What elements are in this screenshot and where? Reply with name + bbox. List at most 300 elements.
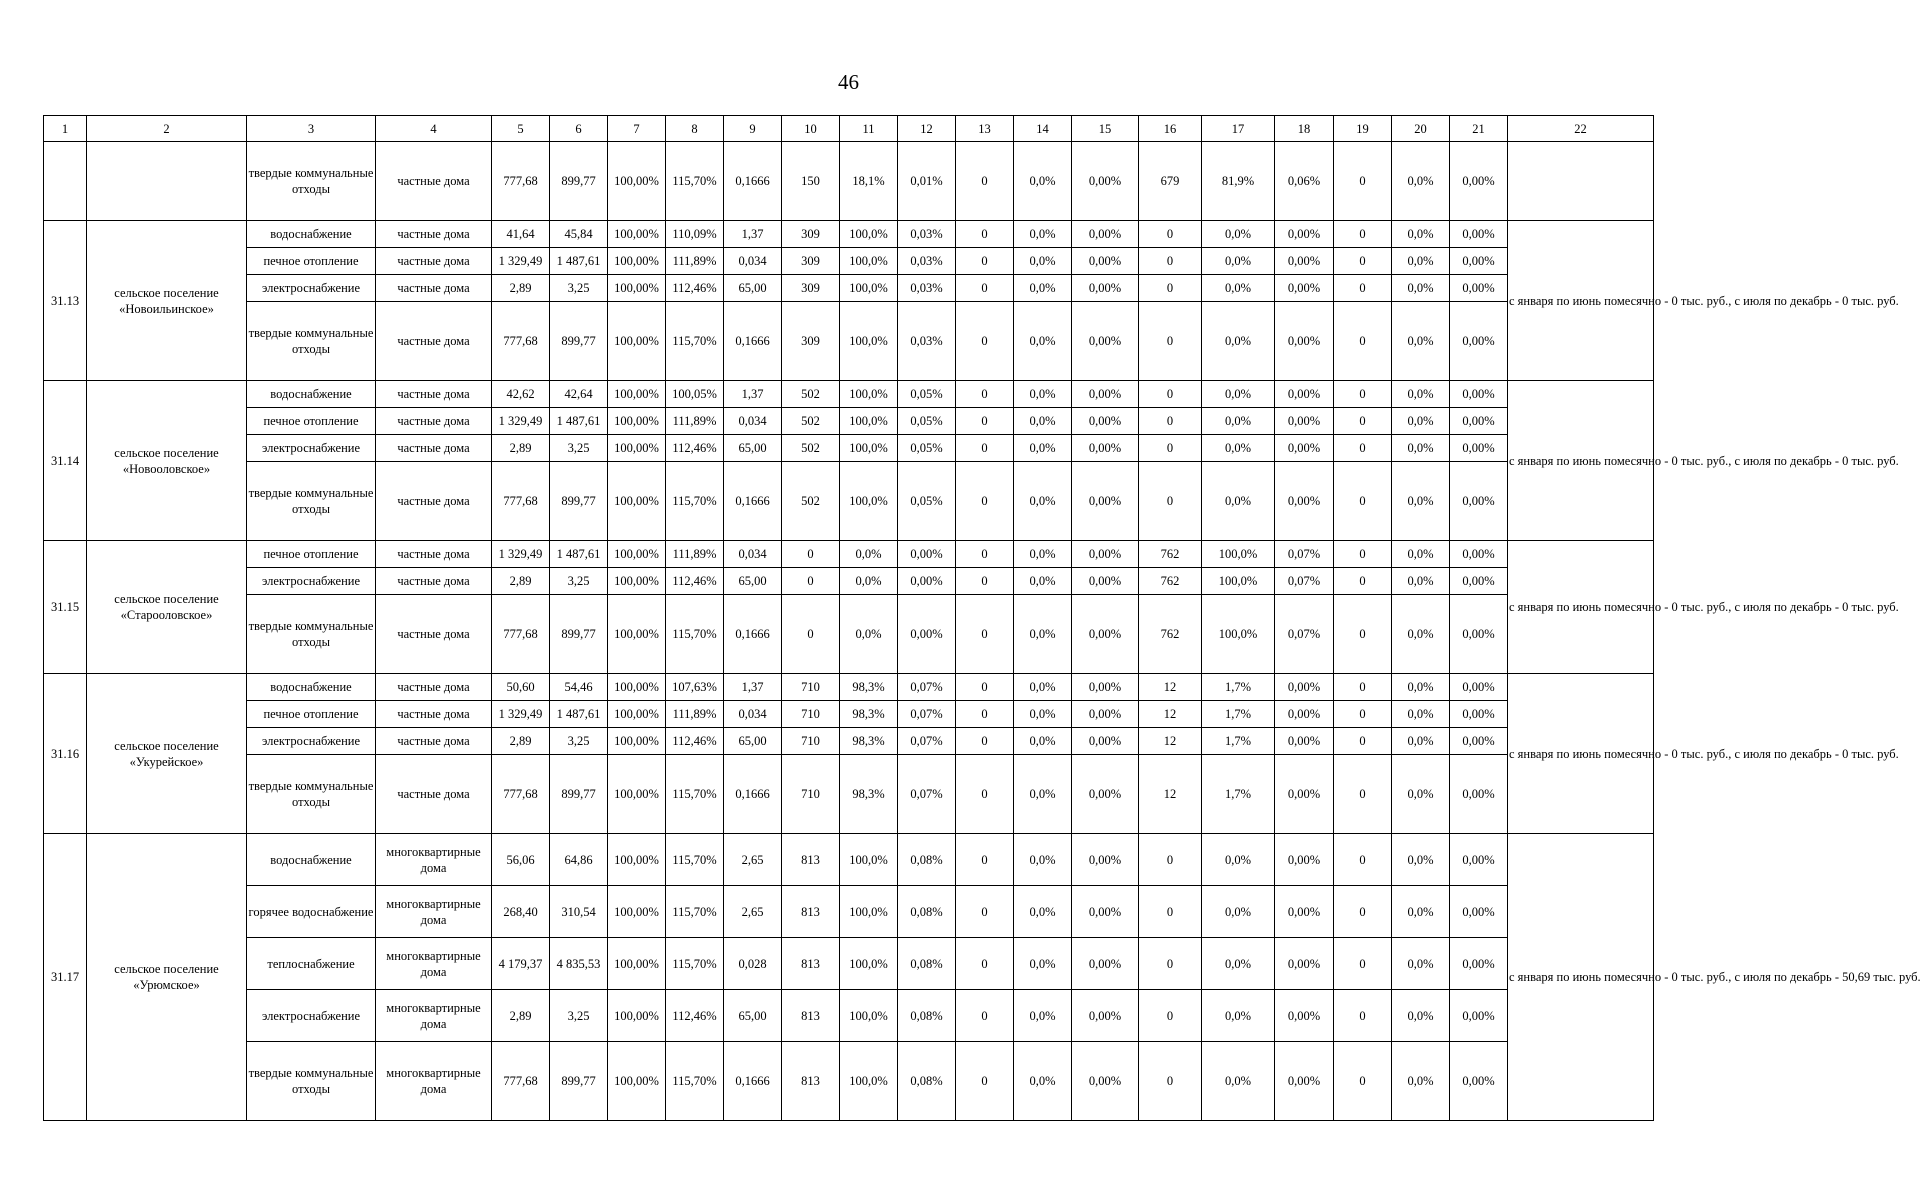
table-cell: 0 — [1334, 462, 1392, 541]
table-cell: 0,07% — [898, 755, 956, 834]
table-cell: 0 — [956, 674, 1014, 701]
table-cell: 0 — [1334, 302, 1392, 381]
table-cell: 12 — [1139, 755, 1202, 834]
table-cell: 813 — [782, 1042, 840, 1121]
table-cell: 0,00% — [898, 568, 956, 595]
table-cell: 0,00% — [1450, 221, 1508, 248]
table-cell: 0,00% — [1450, 886, 1508, 938]
column-header: 9 — [724, 116, 782, 142]
table-cell: 0 — [1139, 1042, 1202, 1121]
table-cell: 0 — [956, 435, 1014, 462]
table-cell: 0 — [1139, 834, 1202, 886]
settlement-cell — [87, 142, 247, 221]
column-header: 2 — [87, 116, 247, 142]
table-cell: 0 — [1139, 275, 1202, 302]
table-cell: 710 — [782, 674, 840, 701]
table-cell: частные дома — [376, 302, 492, 381]
table-cell: 0,00% — [1275, 834, 1334, 886]
table-cell: 0 — [1139, 435, 1202, 462]
table-cell: 0,00% — [1275, 462, 1334, 541]
table-cell: 2,89 — [492, 275, 550, 302]
table-row — [44, 381, 1654, 408]
table-cell: 81,9% — [1202, 142, 1275, 221]
table-cell: 0,034 — [724, 408, 782, 435]
table-cell: 679 — [1139, 142, 1202, 221]
table-cell: 115,70% — [666, 595, 724, 674]
table-cell: 0,05% — [898, 408, 956, 435]
table-cell: 309 — [782, 275, 840, 302]
table-cell: многоквартирные дома — [376, 886, 492, 938]
table-cell: 3,25 — [550, 275, 608, 302]
table-cell: 0,07% — [898, 728, 956, 755]
table-cell: 0,00% — [1450, 1042, 1508, 1121]
table-cell: 3,25 — [550, 728, 608, 755]
table-cell: 100,0% — [840, 462, 898, 541]
table-row — [44, 248, 1654, 275]
table-cell: 0 — [956, 408, 1014, 435]
table-cell: электроснабжение — [247, 435, 376, 462]
table-cell: 899,77 — [550, 302, 608, 381]
table-cell: 813 — [782, 834, 840, 886]
table-cell: 0,00% — [1450, 674, 1508, 701]
table-cell: 100,00% — [608, 462, 666, 541]
table-cell: частные дома — [376, 381, 492, 408]
table-cell: 0,0% — [1014, 755, 1072, 834]
table-cell: твердые коммунальные отходы — [247, 462, 376, 541]
table-cell: 100,00% — [608, 834, 666, 886]
table-row — [44, 674, 1654, 701]
table-cell: 777,68 — [492, 595, 550, 674]
table-cell: 0,0% — [1014, 834, 1072, 886]
table-cell: 0,00% — [1450, 408, 1508, 435]
column-header: 3 — [247, 116, 376, 142]
table-cell: 0,0% — [1202, 990, 1275, 1042]
table-cell: 0 — [1334, 701, 1392, 728]
table-cell: 0,08% — [898, 834, 956, 886]
table-cell: 111,89% — [666, 248, 724, 275]
table-cell: 0,00% — [1275, 221, 1334, 248]
table-cell: 0,00% — [898, 595, 956, 674]
table-cell: 115,70% — [666, 1042, 724, 1121]
table-cell: 98,3% — [840, 701, 898, 728]
column-header: 11 — [840, 116, 898, 142]
table-cell: 0 — [956, 990, 1014, 1042]
table-cell: 0,0% — [1392, 728, 1450, 755]
table-cell: 1,37 — [724, 381, 782, 408]
table-cell: 1 487,61 — [550, 541, 608, 568]
table-cell: частные дома — [376, 701, 492, 728]
table-cell: 112,46% — [666, 568, 724, 595]
table-row — [44, 834, 1654, 886]
table-cell: 710 — [782, 701, 840, 728]
table-cell: 100,05% — [666, 381, 724, 408]
table-cell: 100,00% — [608, 142, 666, 221]
table-cell: 0 — [1334, 834, 1392, 886]
table-cell: 0,00% — [1072, 834, 1139, 886]
table-cell: 0,0% — [1392, 221, 1450, 248]
table-cell: электроснабжение — [247, 728, 376, 755]
note-cell: с января по июнь помесячно - 0 тыс. руб., с июля по декабрь - 0 тыс. руб. — [1508, 221, 1654, 381]
table-cell: частные дома — [376, 142, 492, 221]
table-cell: 0,0% — [1392, 462, 1450, 541]
table-cell: 0,00% — [1450, 990, 1508, 1042]
table-cell: 0 — [956, 275, 1014, 302]
table-cell: 0 — [956, 728, 1014, 755]
table-cell: 0,00% — [1450, 462, 1508, 541]
table-cell: 2,89 — [492, 728, 550, 755]
table-cell: 0,0% — [1202, 886, 1275, 938]
table-cell: 0,0% — [1392, 701, 1450, 728]
table-cell: 1,37 — [724, 674, 782, 701]
table-cell: 42,64 — [550, 381, 608, 408]
table-row — [44, 568, 1654, 595]
table-cell: твердые коммунальные отходы — [247, 1042, 376, 1121]
table-cell: 12 — [1139, 701, 1202, 728]
table-cell: частные дома — [376, 595, 492, 674]
table-cell: 0,07% — [1275, 541, 1334, 568]
table-cell: 0 — [1334, 728, 1392, 755]
table-cell: 0,00% — [1450, 938, 1508, 990]
table-cell: 107,63% — [666, 674, 724, 701]
table-cell: 0 — [1139, 886, 1202, 938]
column-header: 16 — [1139, 116, 1202, 142]
table-cell: 0,0% — [1014, 462, 1072, 541]
table-cell: 0,00% — [1072, 275, 1139, 302]
table-cell: 0,0% — [1014, 674, 1072, 701]
column-header: 18 — [1275, 116, 1334, 142]
table-cell: 0,0% — [1014, 408, 1072, 435]
table-cell: 0,0% — [1392, 938, 1450, 990]
column-header: 14 — [1014, 116, 1072, 142]
table-cell: 0,0% — [840, 595, 898, 674]
table-cell: 1 329,49 — [492, 248, 550, 275]
column-header: 6 — [550, 116, 608, 142]
table-cell: 0,0% — [1392, 886, 1450, 938]
table-cell: 502 — [782, 408, 840, 435]
table-cell: 0 — [782, 568, 840, 595]
table-cell: 0,0% — [1014, 938, 1072, 990]
table-cell: 502 — [782, 462, 840, 541]
table-cell: 100,0% — [840, 248, 898, 275]
table-cell: 0 — [1334, 674, 1392, 701]
table-cell: 98,3% — [840, 728, 898, 755]
table-cell: 0,034 — [724, 541, 782, 568]
table-cell: многоквартирные дома — [376, 990, 492, 1042]
table-cell: водоснабжение — [247, 674, 376, 701]
table-cell: 0,0% — [1202, 221, 1275, 248]
table-cell: водоснабжение — [247, 221, 376, 248]
table-cell: 0,0% — [1014, 248, 1072, 275]
table-cell: 0 — [1334, 221, 1392, 248]
table-cell: 3,25 — [550, 568, 608, 595]
table-cell: 0,00% — [1275, 302, 1334, 381]
table-cell: 0,00% — [1450, 248, 1508, 275]
table-cell: многоквартирные дома — [376, 938, 492, 990]
row-number-cell: 31.16 — [44, 674, 87, 834]
settlement-cell: сельское поселение «Новоильинское» — [87, 221, 247, 381]
table-cell: 42,62 — [492, 381, 550, 408]
table-cell: 0,0% — [1392, 302, 1450, 381]
table-cell: 1 487,61 — [550, 701, 608, 728]
table-cell: 112,46% — [666, 728, 724, 755]
table-cell: 0,0% — [1392, 674, 1450, 701]
header-row — [44, 116, 1654, 142]
table-cell: 0,00% — [1275, 275, 1334, 302]
table-cell: 12 — [1139, 728, 1202, 755]
table-cell: 0,034 — [724, 701, 782, 728]
table-cell: твердые коммунальные отходы — [247, 302, 376, 381]
table-cell: 0 — [1139, 938, 1202, 990]
table-cell: 0,03% — [898, 302, 956, 381]
table-cell: частные дома — [376, 408, 492, 435]
table-cell: 0 — [956, 938, 1014, 990]
column-header: 20 — [1392, 116, 1450, 142]
table-cell: твердые коммунальные отходы — [247, 142, 376, 221]
table-cell: 268,40 — [492, 886, 550, 938]
table-cell: 813 — [782, 990, 840, 1042]
table-cell: 0 — [1139, 381, 1202, 408]
table-cell: 0 — [1334, 541, 1392, 568]
note-cell: с января по июнь помесячно - 0 тыс. руб., с июля по декабрь - 0 тыс. руб. — [1508, 381, 1654, 541]
table-row — [44, 1042, 1654, 1121]
table-cell: 0,00% — [1450, 755, 1508, 834]
table-cell: 100,00% — [608, 701, 666, 728]
table-cell: 0 — [1139, 248, 1202, 275]
table-cell: 111,89% — [666, 701, 724, 728]
table-cell: 12 — [1139, 674, 1202, 701]
table-cell: 100,0% — [840, 275, 898, 302]
table-cell: 100,00% — [608, 755, 666, 834]
table-cell: 41,64 — [492, 221, 550, 248]
table-cell: 0,00% — [1072, 755, 1139, 834]
table-cell: 2,65 — [724, 886, 782, 938]
table-cell: 111,89% — [666, 408, 724, 435]
table-cell: 0,0% — [1014, 568, 1072, 595]
table-cell: частные дома — [376, 435, 492, 462]
table-cell: многоквартирные дома — [376, 1042, 492, 1121]
table-cell: электроснабжение — [247, 568, 376, 595]
table-cell: печное отопление — [247, 248, 376, 275]
table-cell: частные дома — [376, 248, 492, 275]
table-cell: частные дома — [376, 275, 492, 302]
table-cell: 0,00% — [1072, 568, 1139, 595]
settlement-cell: сельское поселение «Старооловское» — [87, 541, 247, 674]
table-cell: 100,00% — [608, 938, 666, 990]
note-cell — [1508, 142, 1654, 221]
table-row — [44, 541, 1654, 568]
table-cell: 1,7% — [1202, 728, 1275, 755]
table-cell: 0,00% — [1072, 221, 1139, 248]
table-cell: 0,0% — [1014, 302, 1072, 381]
column-header: 17 — [1202, 116, 1275, 142]
table-cell: теплоснабжение — [247, 938, 376, 990]
table-cell: 3,25 — [550, 435, 608, 462]
table-cell: 56,06 — [492, 834, 550, 886]
table-cell: 0,0% — [1202, 462, 1275, 541]
table-cell: 0,0% — [1202, 248, 1275, 275]
table-cell: 100,00% — [608, 248, 666, 275]
table-cell: 0,07% — [898, 701, 956, 728]
table-cell: 0,0% — [1392, 435, 1450, 462]
table-cell: 100,0% — [1202, 595, 1275, 674]
table-cell: 0,0% — [1202, 1042, 1275, 1121]
table-cell: 0,00% — [1450, 541, 1508, 568]
table-cell: 0,0% — [1014, 1042, 1072, 1121]
table-cell: 0,1666 — [724, 462, 782, 541]
table-cell: 899,77 — [550, 1042, 608, 1121]
table-cell: 2,89 — [492, 990, 550, 1042]
table-cell: 115,70% — [666, 302, 724, 381]
table-cell: 899,77 — [550, 755, 608, 834]
table-cell: 0,0% — [1392, 248, 1450, 275]
table-cell: 98,3% — [840, 755, 898, 834]
table-cell: 0,00% — [1072, 541, 1139, 568]
table-cell: 1,7% — [1202, 755, 1275, 834]
table-cell: 0,00% — [1450, 381, 1508, 408]
table-cell: 100,0% — [1202, 568, 1275, 595]
table-cell: 64,86 — [550, 834, 608, 886]
table-cell: 0,0% — [1392, 568, 1450, 595]
table-cell: 0,00% — [1275, 674, 1334, 701]
table-cell: 0 — [1334, 408, 1392, 435]
table-cell: печное отопление — [247, 408, 376, 435]
table-cell: 777,68 — [492, 1042, 550, 1121]
column-header: 21 — [1450, 116, 1508, 142]
table-cell: 0,03% — [898, 275, 956, 302]
table-cell: частные дома — [376, 221, 492, 248]
table-cell: 0,0% — [1014, 221, 1072, 248]
table-cell: 100,00% — [608, 595, 666, 674]
table-cell: 309 — [782, 221, 840, 248]
table-row — [44, 595, 1654, 674]
table-cell: 100,0% — [840, 938, 898, 990]
table-cell: 0,07% — [1275, 568, 1334, 595]
table-cell: 4 179,37 — [492, 938, 550, 990]
column-header: 4 — [376, 116, 492, 142]
table-cell: 100,00% — [608, 674, 666, 701]
table-row — [44, 142, 1654, 221]
table-row — [44, 886, 1654, 938]
row-number-cell: 31.15 — [44, 541, 87, 674]
page-number: 46 — [838, 70, 859, 94]
table-cell: 1 329,49 — [492, 701, 550, 728]
table-cell: 502 — [782, 381, 840, 408]
table-cell: 0,0% — [1392, 381, 1450, 408]
table-cell: 0 — [1334, 435, 1392, 462]
column-header: 5 — [492, 116, 550, 142]
table-cell: 0,00% — [1072, 1042, 1139, 1121]
table-cell: 100,0% — [840, 834, 898, 886]
table-cell: частные дома — [376, 568, 492, 595]
table-cell: 0,08% — [898, 938, 956, 990]
table-cell: 899,77 — [550, 595, 608, 674]
table-cell: частные дома — [376, 755, 492, 834]
table-cell: 115,70% — [666, 938, 724, 990]
table-cell: 813 — [782, 886, 840, 938]
table-cell: твердые коммунальные отходы — [247, 595, 376, 674]
table-cell: 0,05% — [898, 462, 956, 541]
table-cell: 100,0% — [840, 408, 898, 435]
table-cell: 0,00% — [1275, 755, 1334, 834]
table-cell: 0,034 — [724, 248, 782, 275]
table-cell: 0,0% — [840, 541, 898, 568]
table-cell: 0,00% — [1450, 275, 1508, 302]
table-cell: 0,0% — [1202, 938, 1275, 990]
table-cell: 65,00 — [724, 568, 782, 595]
table-cell: 115,70% — [666, 142, 724, 221]
table-cell: 762 — [1139, 568, 1202, 595]
table-cell: 0 — [1139, 462, 1202, 541]
table-cell: 0,0% — [1392, 990, 1450, 1042]
table-cell: 115,70% — [666, 886, 724, 938]
table-cell: 0,0% — [1202, 302, 1275, 381]
column-header: 8 — [666, 116, 724, 142]
table-cell: 0,00% — [1275, 435, 1334, 462]
table-cell: 0,00% — [1450, 568, 1508, 595]
table-cell: 54,46 — [550, 674, 608, 701]
table-cell: 0 — [782, 541, 840, 568]
table-cell: 0,07% — [1275, 595, 1334, 674]
table-cell: 0 — [956, 302, 1014, 381]
row-number-cell — [44, 142, 87, 221]
table-cell: 0,0% — [1392, 142, 1450, 221]
table-cell: 65,00 — [724, 990, 782, 1042]
table-cell: 0 — [1334, 990, 1392, 1042]
table-cell: 150 — [782, 142, 840, 221]
table-cell: 0,0% — [1014, 728, 1072, 755]
table-cell: 100,00% — [608, 302, 666, 381]
table-cell: 0,00% — [1072, 302, 1139, 381]
table-cell: 0,00% — [1072, 595, 1139, 674]
table-cell: 0,00% — [1450, 435, 1508, 462]
table-cell: 0,05% — [898, 381, 956, 408]
table-cell: 100,0% — [840, 302, 898, 381]
table-cell: 0 — [1334, 595, 1392, 674]
table-cell: 0,07% — [898, 674, 956, 701]
table-cell: печное отопление — [247, 541, 376, 568]
table-cell: частные дома — [376, 541, 492, 568]
table-cell: 0,00% — [1072, 990, 1139, 1042]
table-cell: 0,00% — [1072, 701, 1139, 728]
table-cell: 0 — [956, 886, 1014, 938]
table-row — [44, 221, 1654, 248]
table-cell: 0 — [956, 834, 1014, 886]
table-row — [44, 408, 1654, 435]
table-cell: 100,0% — [840, 435, 898, 462]
column-header: 12 — [898, 116, 956, 142]
table-cell: 0,00% — [1072, 435, 1139, 462]
table-cell: 115,70% — [666, 462, 724, 541]
table-cell: 0,0% — [1014, 541, 1072, 568]
table-cell: 0,00% — [1072, 674, 1139, 701]
table-cell: 65,00 — [724, 275, 782, 302]
table-cell: 0,0% — [1392, 1042, 1450, 1121]
table-cell: 0,00% — [1275, 408, 1334, 435]
table-cell: многоквартирные дома — [376, 834, 492, 886]
column-header: 13 — [956, 116, 1014, 142]
table-cell: 98,3% — [840, 674, 898, 701]
table-cell: 0,03% — [898, 248, 956, 275]
row-number-cell: 31.13 — [44, 221, 87, 381]
column-header: 7 — [608, 116, 666, 142]
table-cell: 65,00 — [724, 435, 782, 462]
table-cell: твердые коммунальные отходы — [247, 755, 376, 834]
table-cell: 0,00% — [1275, 886, 1334, 938]
table-cell: 65,00 — [724, 728, 782, 755]
table-cell: 1,7% — [1202, 674, 1275, 701]
table-cell: электроснабжение — [247, 990, 376, 1042]
column-header: 19 — [1334, 116, 1392, 142]
